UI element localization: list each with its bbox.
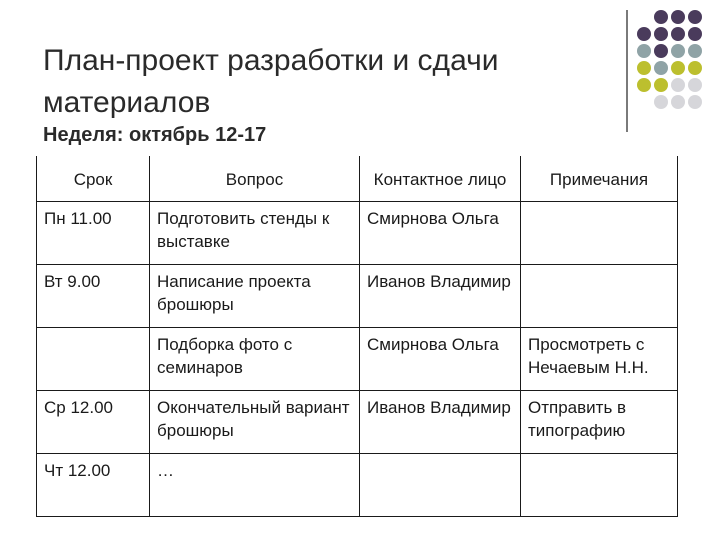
cell-contact: Смирнова Ольга (360, 327, 521, 390)
slide-title: План-проект разработки и сдачи материалов (43, 44, 499, 119)
cell-date (37, 327, 150, 390)
cell-date: Вт 9.00 (37, 264, 150, 327)
table-row (37, 264, 678, 327)
slide-subtitle: Неделя: октябрь 12-17 (43, 124, 267, 146)
decorative-dot (671, 10, 685, 24)
cell-notes (521, 453, 678, 516)
decorative-dot (688, 10, 702, 24)
decorative-dot (654, 78, 668, 92)
decorative-dot (688, 61, 702, 75)
cell-notes (521, 201, 678, 264)
decorative-dot (654, 44, 668, 58)
table-row (37, 201, 678, 264)
decorative-dot (688, 78, 702, 92)
decorative-dot (671, 44, 685, 58)
table-row (37, 453, 678, 516)
decorative-dot (637, 78, 651, 92)
cell-task: Подготовить стенды к выставке (150, 201, 360, 264)
cell-date: Пн 11.00 (37, 201, 150, 264)
cell-notes (521, 264, 678, 327)
decorative-dot (637, 44, 651, 58)
decorative-dot (671, 95, 685, 109)
decorative-dot (671, 27, 685, 41)
cell-contact: Иванов Владимир (360, 264, 521, 327)
cell-contact: Иванов Владимир (360, 390, 521, 453)
cell-date: Чт 12.00 (37, 453, 150, 516)
decorative-dot (654, 95, 668, 109)
decorative-dot (654, 27, 668, 41)
table-row (37, 327, 678, 390)
cell-task: Окончательный вариант брошюры (150, 390, 360, 453)
dot-pattern-decoration (637, 10, 717, 110)
table-header-row (37, 156, 678, 201)
decorative-dot (688, 27, 702, 41)
decorative-dot (654, 61, 668, 75)
cell-contact: Смирнова Ольга (360, 201, 521, 264)
decorative-dot (637, 27, 651, 41)
decorative-dot (654, 10, 668, 24)
decorative-dot (671, 61, 685, 75)
schedule-table (36, 156, 678, 517)
cell-task: Подборка фото с семинаров (150, 327, 360, 390)
cell-task: … (150, 453, 360, 516)
decorative-dot (671, 78, 685, 92)
header-notes: Примечания (521, 156, 678, 201)
cell-notes: Просмотреть с Нечаевым Н.Н. (521, 327, 678, 390)
header-task: Вопрос (150, 156, 360, 201)
header-divider (626, 10, 628, 132)
cell-task: Написание проекта брошюры (150, 264, 360, 327)
header-contact: Контактное лицо (360, 156, 521, 201)
cell-notes: Отправить в типографию (521, 390, 678, 453)
decorative-dot (688, 44, 702, 58)
cell-contact (360, 453, 521, 516)
header-date: Срок (37, 156, 150, 201)
table-row (37, 390, 678, 453)
cell-date: Ср 12.00 (37, 390, 150, 453)
decorative-dot (688, 95, 702, 109)
decorative-dot (637, 61, 651, 75)
